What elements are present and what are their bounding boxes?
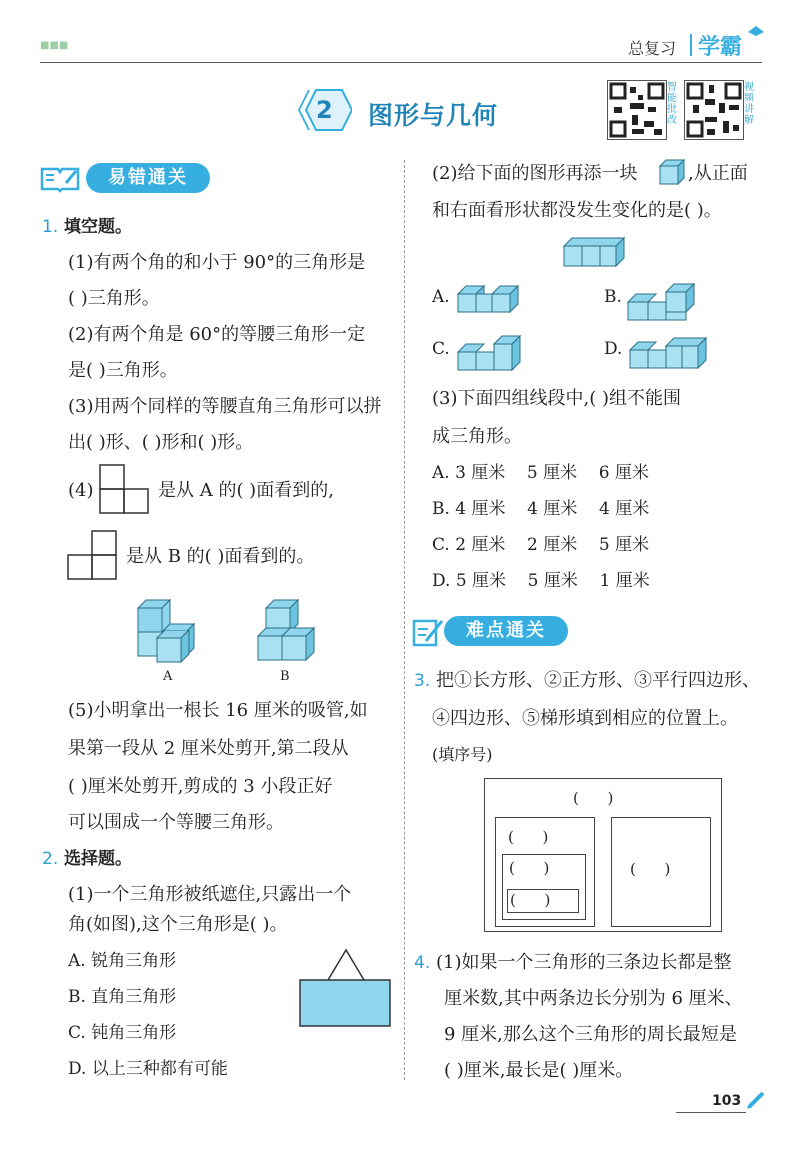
brand-cap-icon: [748, 24, 764, 44]
cube-option-c: [456, 334, 528, 378]
cube-row-main: [562, 236, 628, 274]
q3-text-3: (填序号): [432, 745, 493, 764]
q1-text-7a: (4): [68, 480, 94, 501]
q3-line-1: [414, 670, 760, 692]
q4-text-1: (1)如果一个三角形的三条边长都是整: [435, 952, 732, 973]
qr-label-right: 视频讲解: [744, 82, 754, 126]
cube-label-a: A: [163, 669, 173, 684]
cube-label-b: B: [280, 669, 290, 684]
cube-figure-b: [256, 596, 328, 670]
q3-text-1: 把①长方形、②正方形、③平行四边形、: [435, 670, 760, 691]
q2-p2-label-c: C.: [432, 339, 450, 359]
q1-text-8: 是从 B 的( )面看到的。: [126, 546, 315, 567]
cube-option-a: [456, 280, 524, 320]
header-tag: ■■■: [40, 40, 69, 51]
qr-label-left: 智能批改: [667, 82, 677, 126]
single-cube-icon: [658, 158, 686, 190]
q2-p3-text-2: 成三角形。: [432, 426, 522, 447]
diagram-mid-box: [502, 854, 586, 920]
q4-line-1: [414, 952, 731, 974]
header-divider-bar: [690, 34, 692, 56]
q1-text-6: 出( )形、( )形和( )形。: [68, 432, 254, 453]
header-brand: 学霸: [698, 35, 743, 60]
diagram-left-paren: ( ): [508, 828, 549, 846]
q1-line: [42, 216, 132, 238]
q2-p3-option-d: D. 5 厘米 5 厘米 1 厘米: [432, 571, 650, 591]
q3-text-2: ④四边形、⑤梯形填到相应的位置上。: [432, 708, 738, 729]
diagram-mid-paren: ( ): [509, 859, 550, 877]
q1-title: 填空题。: [63, 217, 132, 237]
q1-text-4: 是( )三角形。: [68, 360, 178, 381]
q2-option-c: C. 钝角三角形: [68, 1023, 177, 1043]
q2-p3-option-a: A. 3 厘米 5 厘米 6 厘米: [432, 463, 649, 483]
q2-p2-label-d: D.: [604, 339, 623, 359]
page-number: 103: [712, 1093, 742, 1109]
q1-text-7b: 是从 A 的( )面看到的,: [158, 480, 334, 501]
q2-p2-label-a: A.: [432, 287, 450, 307]
q2-line: [42, 848, 132, 870]
cube-option-b: [626, 280, 698, 326]
diagram-right-box: [611, 817, 711, 927]
cube-figure-a-extra: [156, 630, 196, 670]
classification-diagram: [484, 778, 722, 932]
diagram-outer-paren: ( ): [573, 789, 614, 807]
notebook-pencil-icon: [412, 617, 444, 651]
q4-text-2: 厘米数,其中两条边长分别为 6 厘米、: [444, 988, 743, 1009]
q2-text-2: 角(如图),这个三角形是( )。: [68, 914, 288, 935]
q3-number: 3.: [414, 671, 431, 691]
column-divider: [404, 160, 405, 1080]
cube-option-d: [628, 334, 710, 376]
diagram-inner-box: [507, 889, 579, 913]
q1-number: 1.: [42, 217, 59, 237]
q2-p2-text-1b: ,从正面: [688, 163, 748, 184]
q1-text-2: ( )三角形。: [68, 288, 160, 309]
pencil-icon: [746, 1090, 766, 1114]
book-pencil-icon: [40, 163, 80, 197]
q4-number: 4.: [414, 953, 431, 973]
q2-p2-label-b: B.: [604, 287, 622, 307]
view-grid-a: [99, 464, 151, 520]
header-right-label: 总复习: [628, 39, 677, 58]
footer-rule: [676, 1112, 746, 1113]
q2-p3-option-b: B. 4 厘米 4 厘米 4 厘米: [432, 499, 650, 519]
q1-text-12: 可以围成一个等腰三角形。: [68, 812, 284, 833]
q2-p3-text-1: (3)下面四组线段中,( )组不能围: [432, 388, 681, 409]
q2-p2-text-1: (2)给下面的图形再添一块: [432, 163, 638, 184]
q2-p3-option-c: C. 2 厘米 2 厘米 5 厘米: [432, 535, 650, 555]
diagram-right-paren: ( ): [630, 860, 671, 878]
q1-text-10: 果第一段从 2 厘米处剪开,第二段从: [68, 738, 349, 759]
section-title-easy-mistakes: 易错通关: [86, 163, 210, 193]
q1-text-1: (1)有两个角的和小于 90°的三角形是: [68, 252, 366, 273]
covered-triangle-figure: [298, 946, 394, 1032]
q2-option-d: D. 以上三种都有可能: [68, 1059, 228, 1079]
view-grid-b: [67, 530, 119, 586]
q1-text-3: (2)有两个角是 60°的等腰三角形一定: [68, 324, 366, 345]
q2-number: 2.: [42, 849, 59, 869]
q2-option-a: A. 锐角三角形: [68, 951, 177, 971]
qr-code-left[interactable]: [607, 80, 667, 140]
diagram-left-box: [495, 817, 595, 927]
diagram-inner-paren: ( ): [510, 891, 551, 909]
q1-text-5: (3)用两个同样的等腰直角三角形可以拼: [68, 396, 382, 417]
q2-text-1: (1)一个三角形被纸遮住,只露出一个: [68, 884, 352, 905]
chapter-number: 2: [316, 96, 333, 124]
section-title-difficult-points: 难点通关: [444, 616, 568, 646]
q2-p2-text-2: 和右面看形状都没发生变化的是( )。: [432, 200, 722, 221]
q4-text-4: ( )厘米,最长是( )厘米。: [444, 1060, 634, 1081]
q1-text-9: (5)小明拿出一根长 16 厘米的吸管,如: [68, 700, 368, 721]
header-rule: [40, 62, 762, 63]
chapter-title: 图形与几何: [368, 101, 499, 130]
q2-option-b: B. 直角三角形: [68, 987, 177, 1007]
q2-title: 选择题。: [63, 849, 132, 869]
qr-code-right[interactable]: [684, 80, 744, 140]
q4-text-3: 9 厘米,那么这个三角形的周长最短是: [444, 1024, 737, 1045]
q1-text-11: ( )厘米处剪开,剪成的 3 小段正好: [68, 776, 333, 797]
